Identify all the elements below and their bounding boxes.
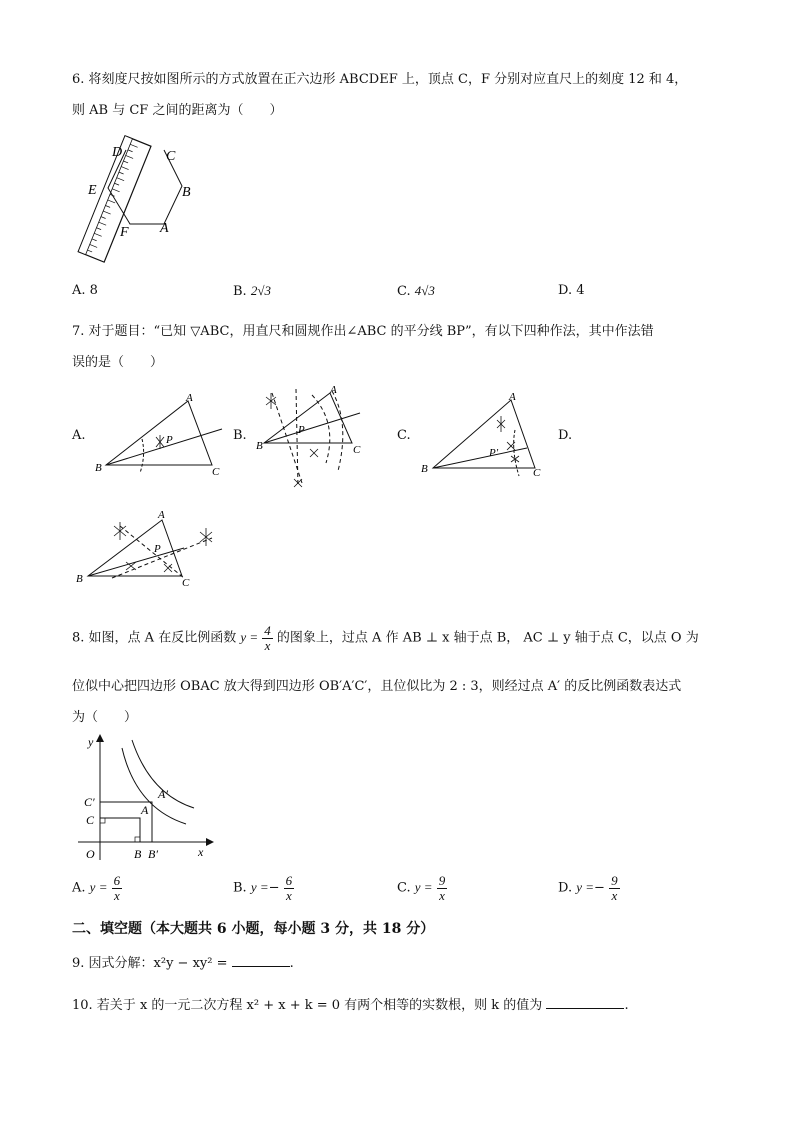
q8-graph bbox=[74, 732, 214, 862]
q6-line1: 6. 将刻度尺按如图所示的方式放置在正六边形 ABCDEF 上，顶点 C，F 分别对应直尺上的刻度 12 和 4， bbox=[72, 72, 688, 87]
q6-ruler-hexagon-figure bbox=[68, 136, 198, 276]
q6-label-E: E bbox=[88, 183, 97, 198]
q8-fraction: $\frac{4}{x}$ bbox=[264, 623, 271, 653]
q7-option-a[interactable]: A. bbox=[72, 428, 86, 443]
svg-text:C: C bbox=[212, 466, 220, 478]
q10: 10. 若关于 x 的一元二次方程 x² + x + k = 0 有两个相等的实数根，则 k 的值为 . bbox=[72, 998, 629, 1013]
q8-line2: 位似中心把四边形 OBAC 放大得到四边形 OB′A′C′，且位似比为 2 : 3，则经过点 A′ 的反比例函数表达式 bbox=[72, 679, 682, 694]
svg-text:B′: B′ bbox=[148, 847, 158, 861]
q6-option-d[interactable]: D. 4 bbox=[558, 283, 585, 298]
q6-label-C: C bbox=[166, 149, 176, 164]
q7-line2: 误的是（ ） bbox=[72, 355, 164, 370]
svg-text:B: B bbox=[134, 847, 142, 861]
svg-text:P: P bbox=[154, 543, 161, 555]
svg-text:C: C bbox=[353, 444, 361, 456]
svg-text:C: C bbox=[182, 577, 190, 589]
svg-text:C′: C′ bbox=[84, 795, 95, 809]
svg-text:y: y bbox=[88, 735, 94, 749]
svg-text:B: B bbox=[95, 462, 102, 474]
q6-line2: 则 AB 与 CF 之间的距离为（ ） bbox=[72, 103, 283, 118]
q6-option-b[interactable]: B. 2√3 bbox=[233, 283, 271, 299]
svg-text:A: A bbox=[141, 803, 149, 817]
svg-text:A′: A′ bbox=[158, 787, 168, 801]
q7-figure-b bbox=[252, 383, 382, 493]
q10-answer-blank[interactable] bbox=[546, 1008, 624, 1009]
svg-text:B: B bbox=[256, 440, 263, 452]
q7-figure-a bbox=[90, 393, 230, 483]
svg-text:P: P bbox=[298, 424, 305, 436]
q6-option-c[interactable]: C. 4√3 bbox=[397, 283, 435, 299]
svg-text:O: O bbox=[86, 847, 95, 861]
q7-option-c[interactable]: C. bbox=[397, 428, 411, 443]
svg-text:C: C bbox=[533, 467, 541, 479]
q6-option-a[interactable]: A. 8 bbox=[72, 283, 98, 298]
svg-text:A: A bbox=[158, 509, 165, 521]
svg-text:A: A bbox=[509, 391, 516, 403]
q8-option-a[interactable]: A. y = $\frac{6}{x}$ bbox=[72, 873, 121, 903]
svg-text:C: C bbox=[86, 813, 95, 827]
svg-text:B: B bbox=[421, 463, 428, 475]
q6-label-B: B bbox=[182, 185, 191, 200]
q6-label-A: A bbox=[160, 221, 169, 236]
q6-label-F: F bbox=[120, 225, 129, 240]
q9: 9. 因式分解：x²y − xy² = . bbox=[72, 956, 294, 971]
svg-text:P: P bbox=[166, 434, 173, 446]
q6-label-D: D bbox=[112, 145, 123, 160]
q7-figure-c bbox=[415, 390, 555, 480]
svg-text:A: A bbox=[330, 384, 337, 396]
q7-figure-d bbox=[72, 508, 242, 598]
q8-option-b[interactable]: B. y =− $\frac{6}{x}$ bbox=[233, 873, 293, 903]
svg-text:x: x bbox=[198, 845, 204, 859]
q7-line1: 7. 对于题目：“已知 ▽ABC，用直尺和圆规作出∠ABC 的平分线 BP”，有以下四种作法，其中作法错 bbox=[72, 324, 654, 339]
q7-option-b[interactable]: B. bbox=[233, 428, 247, 443]
q9-answer-blank[interactable] bbox=[232, 966, 290, 967]
q8-option-c[interactable]: C. y = $\frac{9}{x}$ bbox=[397, 873, 446, 903]
section-2-heading: 二、填空题（本大题共 6 小题，每小题 3 分，共 18 分） bbox=[72, 921, 435, 937]
svg-text:B: B bbox=[76, 573, 83, 585]
q8-line1: 8. 如图，点 A 在反比例函数 y = $\frac{4}{x}$ 的图象上，过点 A 作 AB ⊥ x 轴于点 B， AC ⊥ y 轴于点 C，以点 O 为 bbox=[72, 623, 699, 653]
q7-option-d[interactable]: D. bbox=[558, 428, 573, 443]
svg-text:P': P' bbox=[489, 447, 499, 459]
q8-line3: 为（ ） bbox=[72, 710, 138, 725]
q8-option-d[interactable]: D. y =− $\frac{9}{x}$ bbox=[558, 873, 618, 903]
svg-text:A: A bbox=[186, 392, 193, 404]
